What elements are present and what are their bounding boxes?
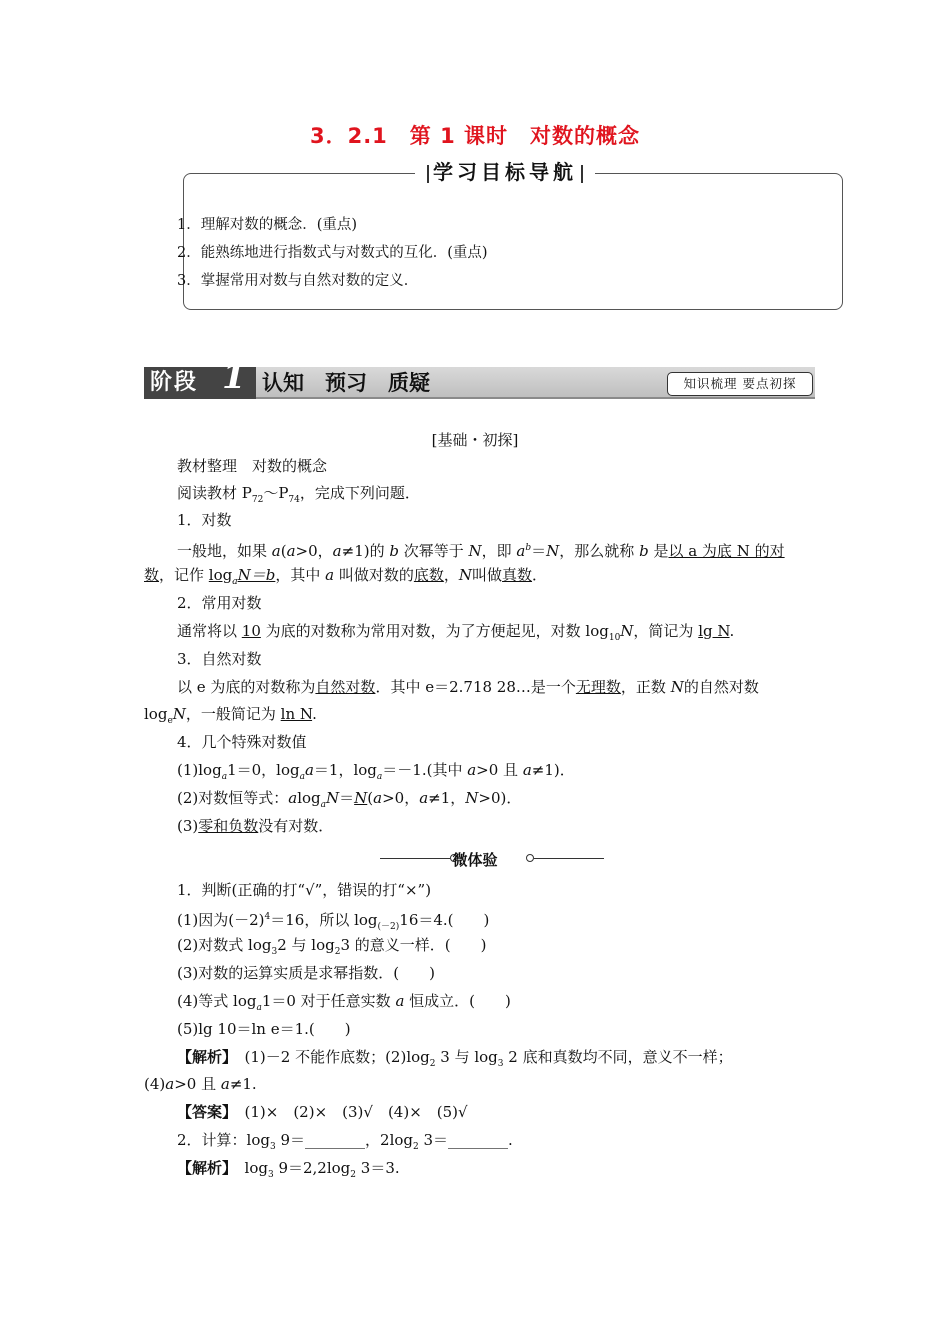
- question-1-1: (1)因为$(-2)^4=16$，所以 $\log_{(-2)}16=4$.( ): [177, 911, 490, 932]
- section-topic: 教材整理 对数的概念: [177, 457, 328, 475]
- goal-box-header: [415, 157, 595, 187]
- item1-line2: 数，记作 $\log_aN=b$，其中 a 叫做对数的底数，N叫做真数．: [144, 566, 548, 587]
- question-1-2: (2)对数式 $\log_32$ 与 $\log_23$ 的意义一样．( ): [177, 936, 487, 957]
- question-1-4: (4)等式 $\log_a1=0$ 对于任意实数 a 恒成立．( ): [177, 992, 511, 1013]
- item3-line2: $\log_eN$，一般简记为 ln N.: [144, 705, 317, 726]
- question-1: 1．判断(正确的打“√”，错误的打“×”): [177, 881, 432, 899]
- answer-1: 【答案】 (1)× (2)× (3)√ (4)× (5)√: [177, 1103, 468, 1121]
- goal-item-3: 3．掌握常用对数与自然对数的定义．: [177, 273, 419, 289]
- question-2: 2．计算：$\log_3$ 9＝________，$2\log_2$ 3＝________.: [177, 1131, 513, 1152]
- goal-box-title: 学习目标导航: [433, 160, 577, 184]
- analysis-1-line1: 【解析】 (1)－2 不能作底数；$(2)\log_2$ 3 与 $\log_3 2$ 底和真数均不同，意义不一样；: [177, 1048, 733, 1069]
- goal-item-1: 1．理解对数的概念．(重点): [177, 217, 358, 233]
- item4-title: 4．几个特殊对数值: [177, 733, 307, 751]
- analysis-1-line2: (4)a>0 且 a≠1.: [144, 1075, 257, 1093]
- question-1-5: (5)lg 10＝ln e＝1.( ): [177, 1020, 351, 1038]
- item1-line1: 一般地，如果 a(a>0，a≠1)的 b 次幂等于 N，即 $a^b=N$，那么就称 b 是以 a 为底 N 的对: [177, 542, 785, 560]
- item4-line1: $(1)\log_a1=0$，$\log_aa=1$，$\log_a=-1$.(其中 a>0 且 a≠1)．: [177, 761, 575, 782]
- analysis-2: 【解析】 $\log_3 9=2,2\log_2$ 3＝3.: [177, 1159, 400, 1180]
- stage-tag: 知识梳理 要点初探: [667, 372, 813, 396]
- micro-divider-right-dot: [526, 854, 534, 862]
- question-1-3: (3)对数的运算实质是求幂指数．( ): [177, 964, 435, 982]
- stage-number: 1: [222, 357, 246, 397]
- item2-title: 2．常用对数: [177, 594, 262, 612]
- micro-divider-right: [534, 858, 604, 859]
- reading-instruction: 阅读教材 $P_{72}\sim P_{74}$，完成下列问题．: [177, 484, 420, 505]
- section-heading: [基础・初探]: [431, 431, 519, 449]
- item2-body: 通常将以 10 为底的对数称为常用对数，为了方便起见，对数 $\log_{10}N$，简记为 lg N.: [177, 622, 735, 643]
- lesson-title: 3．2.1 第 1 课时 对数的概念: [309, 124, 641, 148]
- stage-label-block: [144, 357, 256, 399]
- goal-item-2: 2．能熟练地进行指数式与对数式的互化．(重点): [177, 245, 488, 261]
- stage-label: 阶段: [150, 370, 199, 395]
- item3-line1: 以 e 为底的对数称为自然对数．其中 e＝2.718 28…是一个无理数，正数 N的自然对数: [177, 678, 759, 696]
- stage-title: 认知 预习 质疑: [262, 371, 430, 395]
- micro-title: 微体验: [452, 851, 498, 869]
- item4-line3: (3)零和负数没有对数．: [177, 817, 334, 835]
- item4-line2: (2)对数恒等式：alog$_a$N＝N(a>0，a≠1，N>0)．: [177, 789, 522, 810]
- item3-title: 3．自然对数: [177, 650, 262, 668]
- item1-title: 1．对数: [177, 511, 232, 529]
